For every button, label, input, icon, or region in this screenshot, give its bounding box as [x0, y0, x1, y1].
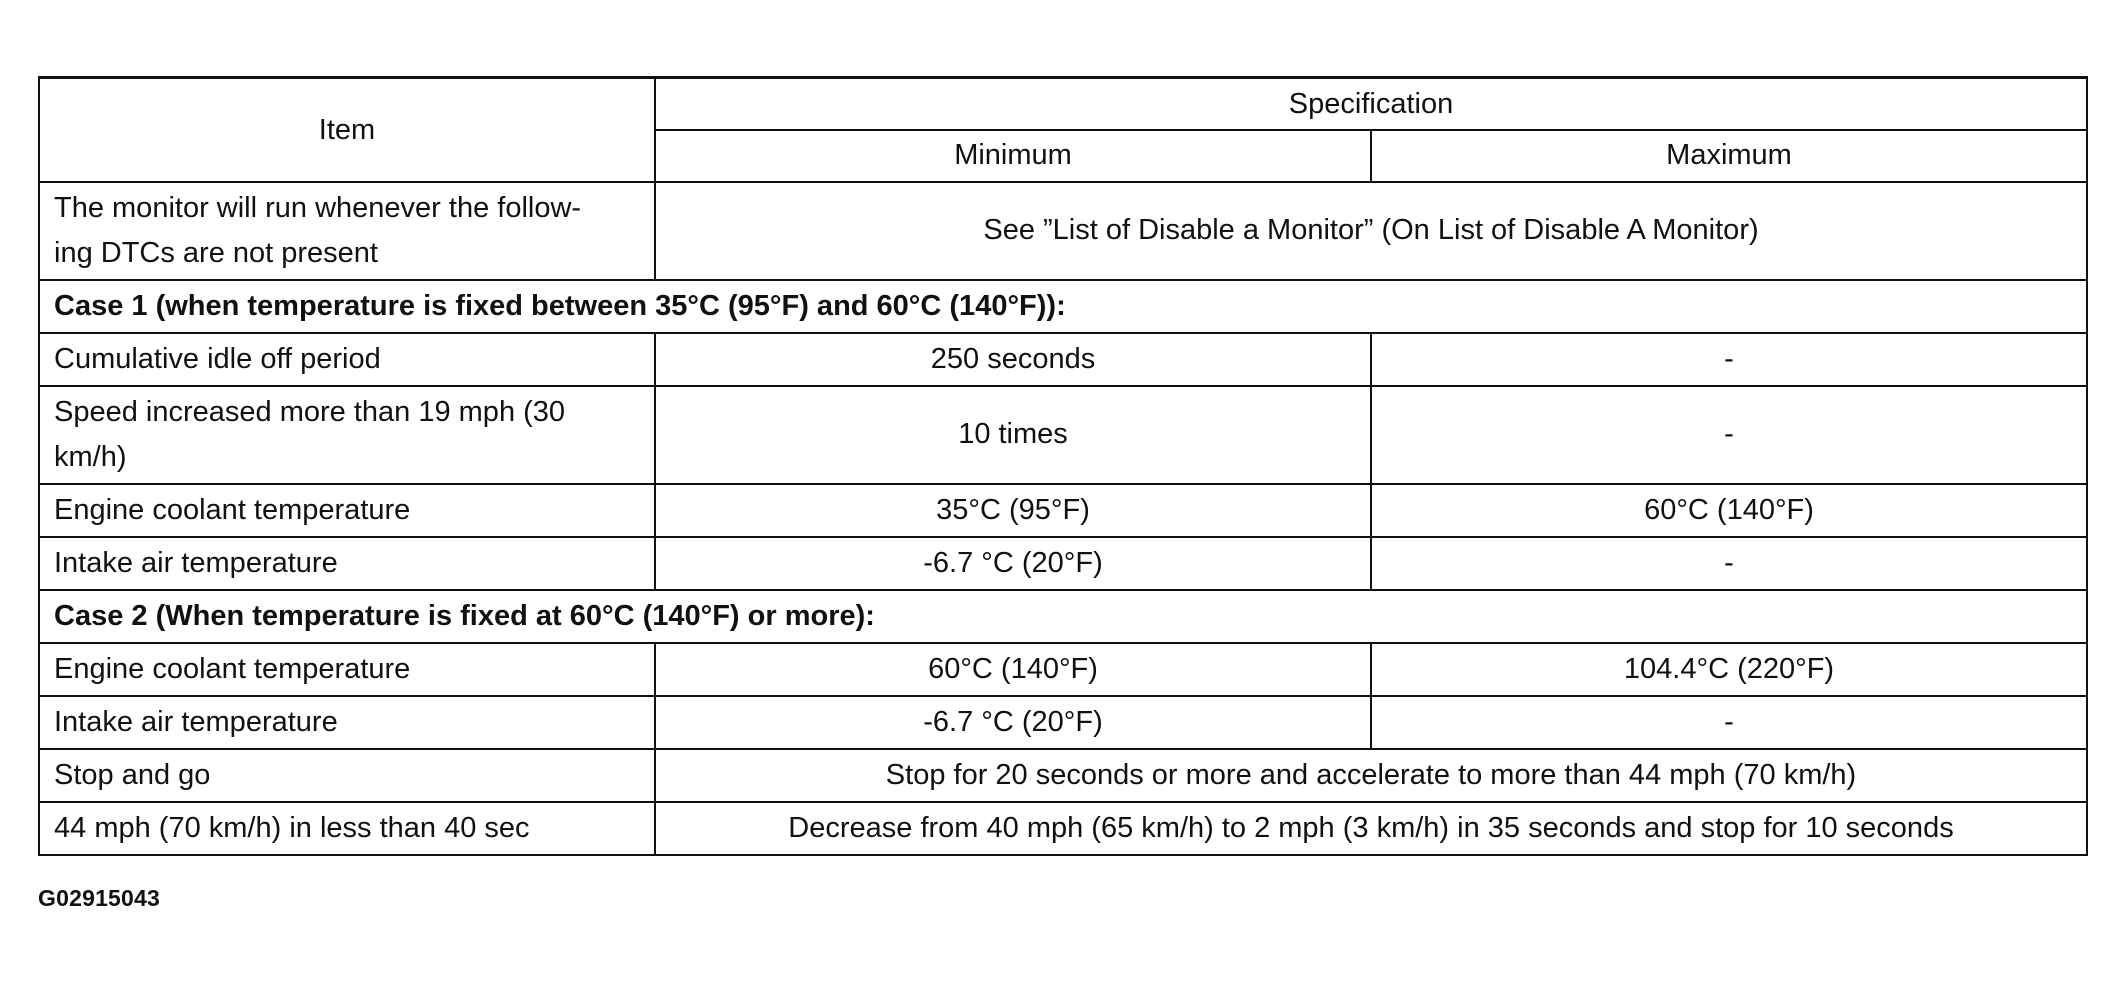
case2-heading-row — [39, 590, 2087, 643]
case2-spec-cell: Stop for 20 seconds or more and accelerate to more than 44 mph (70 km/h) — [655, 749, 2087, 802]
table-row — [39, 537, 2087, 590]
case1-min-cell: -6.7 °C (20°F) — [655, 537, 1371, 590]
table-row — [39, 643, 2087, 696]
case1-title: Case 1 (when temperature is fixed between 35°C (95°F) and 60°C (140°F)): — [39, 280, 2087, 333]
monitor-spec-cell: See ”List of Disable a Monitor” (On List of Disable A Monitor) — [655, 182, 2087, 280]
table-row — [39, 333, 2087, 386]
case1-max-cell: - — [1371, 333, 2087, 386]
table-row — [39, 386, 2087, 484]
case1-min-cell: 250 seconds — [655, 333, 1371, 386]
case2-spec-cell: Decrease from 40 mph (65 km/h) to 2 mph (3 km/h) in 35 seconds and stop for 10 seconds — [655, 802, 2087, 855]
case1-max-cell: - — [1371, 386, 2087, 484]
case1-max-cell: 60°C (140°F) — [1371, 484, 2087, 537]
monitor-item-line2: ing DTCs are not present — [54, 236, 378, 269]
case2-item-cell: Engine coolant temperature — [39, 643, 655, 696]
case2-item-cell: Stop and go — [39, 749, 655, 802]
table-row — [39, 749, 2087, 802]
header-specification: Specification — [655, 78, 2087, 130]
case2-min-cell: -6.7 °C (20°F) — [655, 696, 1371, 749]
case2-item-cell: 44 mph (70 km/h) in less than 40 sec — [39, 802, 655, 855]
specification-table — [38, 76, 2088, 856]
case2-min-cell: 60°C (140°F) — [655, 643, 1371, 696]
figure-id: G02915043 — [38, 885, 161, 911]
case1-item-cell: Cumulative idle off period — [39, 333, 655, 386]
case1-item-line2: km/h) — [54, 440, 127, 473]
header-minimum: Minimum — [655, 130, 1371, 182]
case1-item-cell — [39, 386, 655, 484]
table-row — [39, 484, 2087, 537]
case2-max-cell: - — [1371, 696, 2087, 749]
case2-title: Case 2 (When temperature is fixed at 60°C (140°F) or more): — [39, 590, 2087, 643]
monitor-item-line1: The monitor will run whenever the follow- — [54, 192, 582, 225]
table-row — [39, 696, 2087, 749]
case1-item-cell: Intake air temperature — [39, 537, 655, 590]
case1-min-cell: 35°C (95°F) — [655, 484, 1371, 537]
case1-min-cell: 10 times — [655, 386, 1371, 484]
case2-max-cell: 104.4°C (220°F) — [1371, 643, 2087, 696]
case1-item-cell: Engine coolant temperature — [39, 484, 655, 537]
case1-heading-row — [39, 280, 2087, 333]
header-item: Item — [39, 78, 655, 182]
case1-max-cell: - — [1371, 537, 2087, 590]
header-row-1 — [39, 78, 2087, 130]
case2-item-cell: Intake air temperature — [39, 696, 655, 749]
case1-item-line1: Speed increased more than 19 mph (30 — [54, 396, 566, 429]
table-row — [39, 802, 2087, 855]
monitor-item-cell — [39, 182, 655, 280]
table-row-monitor — [39, 182, 2087, 280]
header-maximum: Maximum — [1371, 130, 2087, 182]
